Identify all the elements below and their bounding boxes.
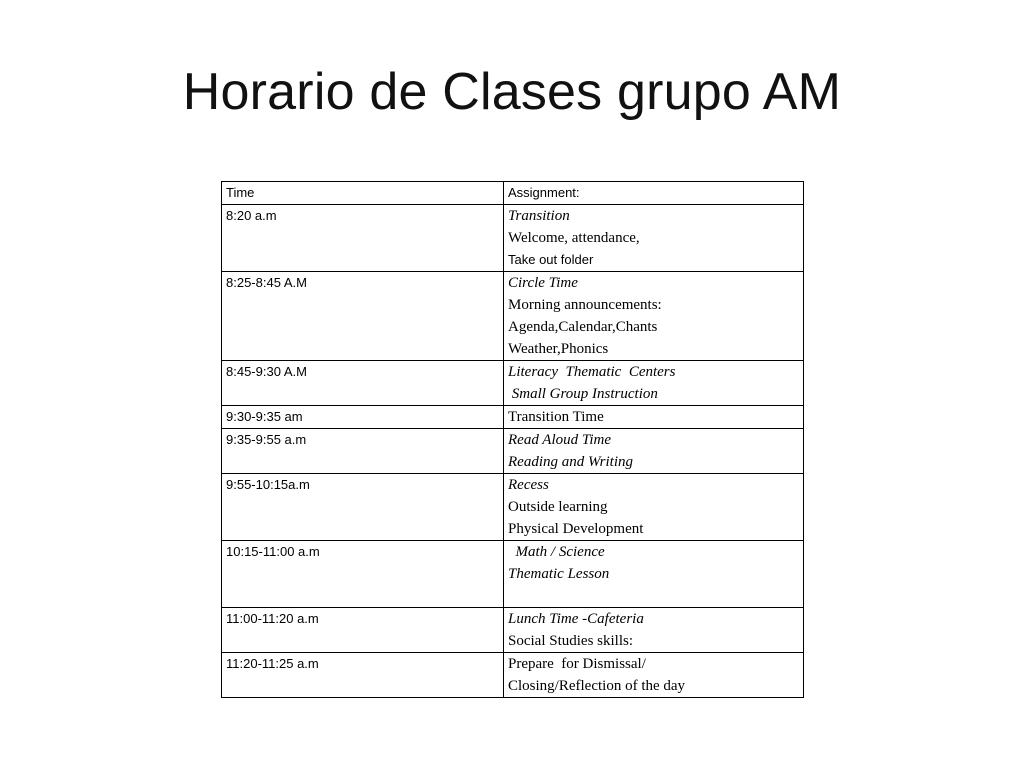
- table-row: [222, 406, 804, 429]
- assignment-cell: [504, 272, 804, 361]
- assignment-line: Social Studies skills:: [508, 633, 634, 649]
- table-header-row: [222, 182, 804, 205]
- assignment-line: Math / Science: [508, 544, 605, 560]
- assignment-cell: [504, 474, 804, 541]
- assignment-line: Prepare for Dismissal/: [508, 656, 646, 672]
- assignment-line: Welcome, attendance,: [508, 230, 640, 246]
- assignment-line: Lunch Time -Cafeteria: [508, 611, 644, 627]
- assignment-line: Agenda,Calendar,Chants: [508, 319, 658, 335]
- assignment-line: Closing/Reflection of the day: [508, 678, 686, 694]
- table-row: [222, 541, 804, 608]
- time-cell: 11:00-11:20 a.m: [222, 608, 504, 653]
- time-cell: 9:35-9:55 a.m: [222, 429, 504, 474]
- time-cell: 9:55-10:15a.m: [222, 474, 504, 541]
- time-cell: 8:25-8:45 A.M: [222, 272, 504, 361]
- assignment-line: Weather,Phonics: [508, 341, 609, 357]
- time-cell: 10:15-11:00 a.m: [222, 541, 504, 608]
- page-title: Horario de Clases grupo AM: [182, 63, 842, 121]
- assignment-cell: [504, 541, 804, 608]
- assignment-line: Recess: [508, 477, 549, 493]
- assignment-cell: [504, 653, 804, 698]
- assignment-line: Take out folder: [508, 252, 594, 267]
- assignment-line: Literacy Thematic Centers: [508, 364, 676, 380]
- header-time: Time: [222, 182, 504, 205]
- schedule-table: [221, 181, 804, 698]
- table-row: [222, 429, 804, 474]
- schedule-body: [222, 205, 804, 698]
- assignment-line: Physical Development: [508, 521, 644, 537]
- assignment-line: Thematic Lesson: [508, 566, 610, 582]
- time-cell: 9:30-9:35 am: [222, 406, 504, 429]
- assignment-line: [508, 585, 799, 607]
- time-cell: 8:20 a.m: [222, 205, 504, 272]
- assignment-line: Outside learning: [508, 499, 608, 515]
- table-row: [222, 608, 804, 653]
- time-cell: 8:45-9:30 A.M: [222, 361, 504, 406]
- table-row: [222, 272, 804, 361]
- assignment-line: Small Group Instruction: [508, 386, 658, 402]
- assignment-line: Morning announcements:: [508, 297, 662, 313]
- table-row: [222, 205, 804, 272]
- assignment-line: Transition: [508, 208, 570, 224]
- assignment-cell: [504, 406, 804, 429]
- assignment-cell: [504, 205, 804, 272]
- table-row: [222, 474, 804, 541]
- assignment-cell: [504, 361, 804, 406]
- table-row: [222, 361, 804, 406]
- time-cell: 11:20-11:25 a.m: [222, 653, 504, 698]
- assignment-line: Reading and Writing: [508, 454, 633, 470]
- assignment-cell: [504, 608, 804, 653]
- assignment-line: Transition Time: [508, 409, 604, 425]
- assignment-cell: [504, 429, 804, 474]
- assignment-line: Read Aloud Time: [508, 432, 612, 448]
- table-row: [222, 653, 804, 698]
- assignment-line: Circle Time: [508, 275, 578, 291]
- header-assignment: Assignment:: [504, 182, 804, 205]
